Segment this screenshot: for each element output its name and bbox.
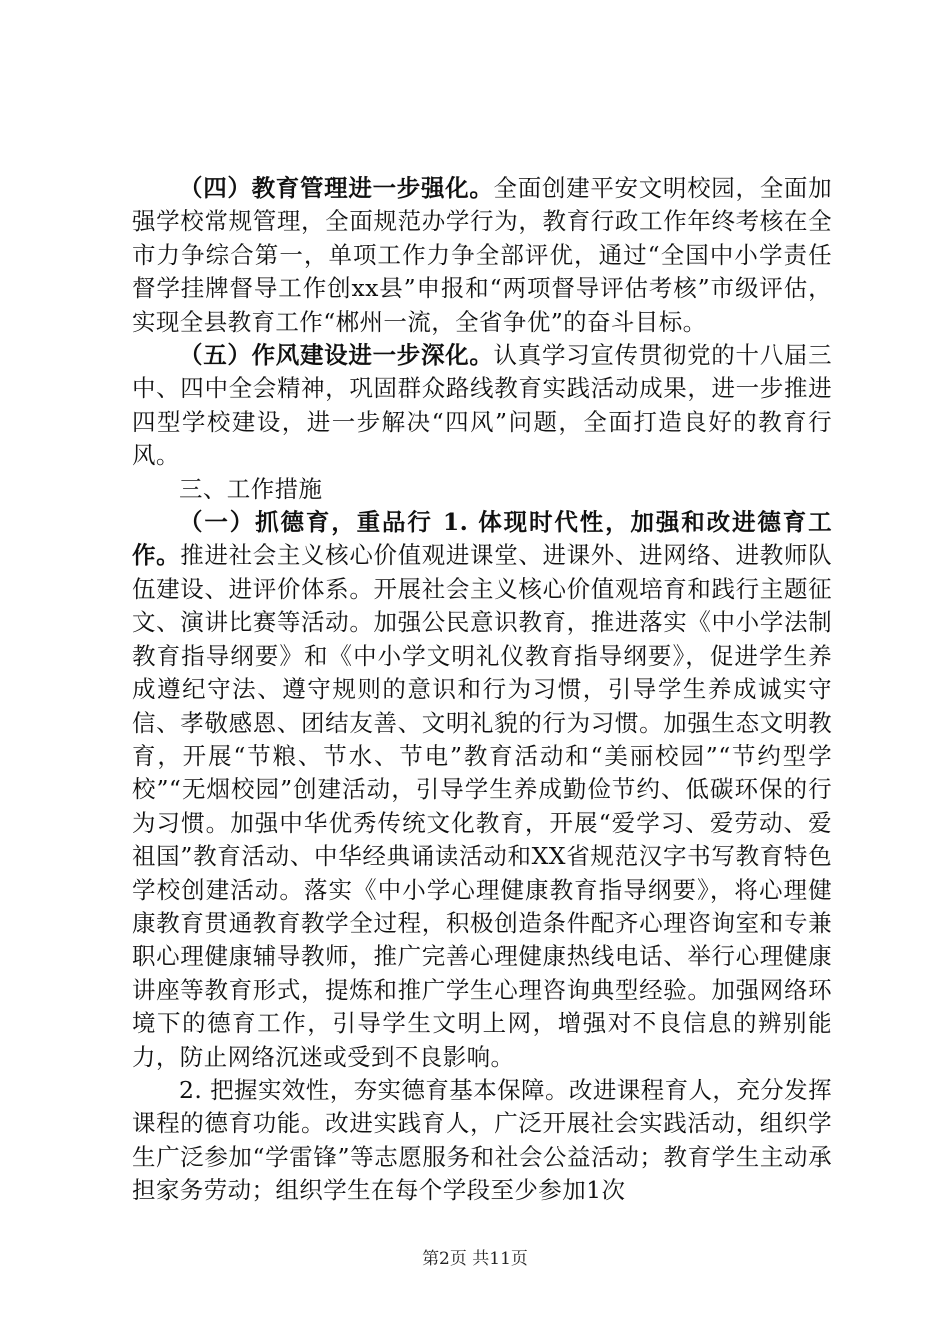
- paragraph-text: 2. 把握实效性，夯实德育基本保障。改进课程育人，充分发挥课程的德育功能。改进实践育人，广泛开展社会实践活动，组织学生广泛参加“学雷锋”等志愿服务和社会公益活动；教育学生主动承担家务劳动；组织学生在每个学段至少参加1次: [132, 1075, 832, 1205]
- paragraph-heading: （四）教育管理进一步强化。: [179, 174, 494, 202]
- paragraph-education-management: [132, 172, 832, 339]
- section-heading-text: 三、工作措施: [179, 474, 323, 503]
- paragraph-work-style: [132, 339, 832, 473]
- page-number-footer: 第2页 共11页: [422, 1249, 528, 1269]
- paragraph-heading: （五）作风建设进一步深化。: [179, 341, 494, 370]
- section-heading-work-measures: [132, 473, 832, 506]
- document-body: [132, 172, 832, 1208]
- paragraph-moral-education: [132, 506, 832, 1074]
- paragraph-heading: （一）抓德育，重品行 1. 体现时代性，加强和改进德育工作。: [132, 508, 832, 570]
- paragraph-effectiveness: [132, 1074, 832, 1208]
- paragraph-text: 认真学习宣传贯彻党的十八届三中、四中全会精神，巩固群众路线教育实践活动成果，进一步推进四型学校建设，进一步解决“四风”问题，全面打造良好的教育行风。: [132, 341, 832, 470]
- paragraph-text: 全面创建平安文明校园，全面加强学校常规管理，全面规范办学行为，教育行政工作年终考核在全市力争综合第一，单项工作力争全部评优，通过“全国中小学责任督学挂牌督导工作创xx县”申报和“两项督导评估考核”市级评估，实现全县教育工作“郴州一流，全省争优”的奋斗目标。: [132, 174, 832, 336]
- paragraph-text: 推进社会主义核心价值观进课堂、进课外、进网络、进教师队伍建设、进评价体系。开展社会主义核心价值观培育和践行主题征文、演讲比赛等活动。加强公民意识教育，推进落实《中小学法制教育指导纲要》和《中小学文明礼仪教育指导纲要》，促进学生养成遵纪守法、遵守规则的意识和行为习惯，引导学生养成诚实守信、孝敬感恩、团结友善、文明礼貌的行为习惯。加强生态文明教育，开展“节粮、节水、节电”教育活动和“美丽校园”“节约型学校”“无烟校园”创建活动，引导学生养成勤俭节约、低碳环保的行为习惯。加强中华优秀传统文化教育，开展“爱学习、爱劳动、爱祖国”教育活动、中华经典诵读活动和XX省规范汉字书写教育特色学校创建活动。落实《中小学心理健康教育指导纲要》，将心理健康教育贯通教育教学全过程，积极创造条件配齐心理咨询室和专兼职心理健康辅导教师，推广完善心理健康热线电话、举行心理健康讲座等教育形式，提炼和推广学生心理咨询典型经验。加强网络环境下的德育工作，引导学生文明上网，增强对不良信息的辨别能力，防止网络沉迷或受到不良影响。: [132, 541, 832, 1071]
